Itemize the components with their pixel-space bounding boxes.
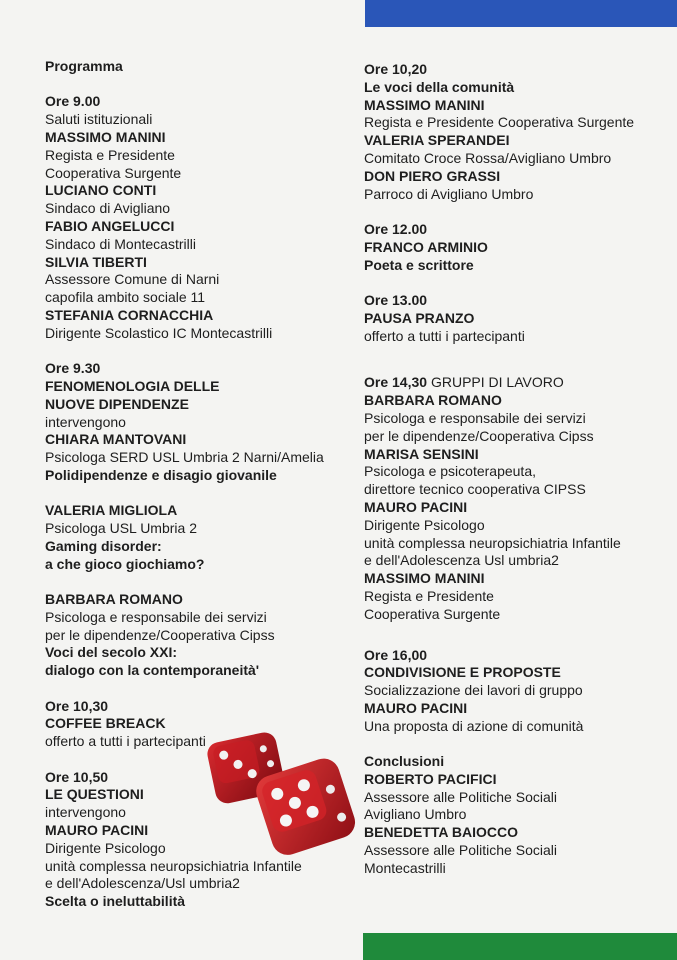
speaker-role: Cooperativa Surgente — [45, 164, 182, 181]
talk-title: dialogo con la contemporaneità' — [45, 662, 260, 679]
session-time: Ore 10,20 — [364, 61, 428, 77]
session-time: Ore 16,00 — [364, 646, 428, 663]
top-color-bar — [365, 0, 677, 27]
talk-title: a che gioco giochiamo? — [45, 555, 205, 572]
speaker-role: Dirigente Scolastico IC Montecastrilli — [45, 324, 273, 341]
speaker-role: Psicologa USL Umbria 2 — [45, 520, 197, 537]
speaker-name: VALERIA MIGLIOLA — [45, 502, 178, 519]
session-intro: intervengono — [45, 413, 126, 430]
speaker-role: Assessore alle Politiche Sociali — [364, 788, 557, 805]
session-conclusioni — [364, 753, 669, 878]
bottom-color-bar — [363, 933, 677, 960]
speaker-role: Dirigente Psicologo — [364, 516, 485, 533]
speaker-role: Avigliano Umbro — [364, 806, 467, 823]
speaker-name: MAURO PACINI — [364, 498, 468, 515]
speaker-role: Psicologa SERD USL Umbria 2 Narni/Amelia — [45, 449, 324, 466]
speaker-name: FABIO ANGELUCCI — [45, 217, 175, 234]
session-title: NUOVE DIPENDENZE — [45, 395, 189, 412]
speaker-name: MAURO PACINI — [45, 822, 149, 839]
speaker-role: Una proposta di azione di comunità — [364, 717, 584, 734]
speaker-role: Psicologa e responsabile dei servizi — [364, 409, 586, 426]
speaker-name: MASSIMO MANINI — [364, 96, 485, 113]
speaker-role: Regista e Presidente — [364, 587, 494, 604]
speaker-role: Montecastrilli — [364, 859, 446, 876]
speaker-name: VALERIA SPERANDEI — [364, 132, 510, 149]
session-title: LE QUESTIONI — [45, 786, 144, 803]
speaker-role: Poeta e scrittore — [364, 256, 474, 273]
session-time: Ore 12.00 — [364, 220, 428, 237]
talk-title: Polidipendenze e disagio giovanile — [45, 466, 277, 483]
session-title: FENOMENOLOGIA DELLE — [45, 377, 220, 394]
speaker-name: ROBERTO PACIFICI — [364, 770, 497, 787]
speaker-role: Psicologa e psicoterapeuta, — [364, 463, 536, 480]
session-intro: Saluti istituzionali — [45, 111, 153, 128]
speaker-role: Comitato Croce Rossa/Avigliano Umbro — [364, 149, 612, 166]
speaker-role: capofila ambito sociale 11 — [45, 289, 206, 306]
session-title: CONDIVISIONE E PROPOSTE — [364, 664, 561, 681]
session-time: Ore 9.30 — [45, 360, 101, 377]
speaker-role: unità complessa neuropsichiatria Infantile — [45, 857, 302, 874]
session-16-00 — [364, 647, 669, 736]
speaker-role: Assessore alle Politiche Sociali — [364, 842, 557, 859]
speaker-name: MASSIMO MANINI — [45, 128, 166, 145]
speaker-name: SILVIA TIBERTI — [45, 253, 147, 270]
speaker-name: MAURO PACINI — [364, 699, 468, 716]
session-title: GRUPPI DI LAVORO — [430, 374, 564, 391]
speaker-role: Assessore Comune di Narni — [45, 271, 220, 288]
speaker-name: MASSIMO MANINI — [364, 570, 485, 587]
talk-title: Gaming disorder: — [45, 537, 162, 554]
speaker-name: BARBARA ROMANO — [364, 392, 502, 409]
speaker-role: per le dipendenze/Cooperativa Cipss — [45, 626, 275, 643]
speaker-name: FRANCO ARMINIO — [364, 238, 488, 255]
speaker-role: Parroco di Avigliano Umbro — [364, 185, 534, 202]
speaker-name: STEFANIA CORNACCHIA — [45, 306, 214, 323]
session-subtitle: Socializzazione dei lavori di gruppo — [364, 682, 583, 699]
session-9-30 — [45, 360, 355, 680]
session-title: Le voci della comunità — [364, 78, 515, 95]
speaker-name: BARBARA ROMANO — [45, 591, 183, 608]
session-9-00 — [45, 93, 355, 342]
session-10-20 — [364, 61, 669, 203]
speaker-role: e dell'Adolescenza Usl umbria2 — [364, 552, 559, 569]
speaker-role: Dirigente Psicologo — [45, 839, 166, 856]
session-time: Ore 9.00 — [45, 93, 101, 110]
speaker-role: Sindaco di Avigliano — [45, 200, 171, 217]
dice-icon — [205, 728, 365, 856]
session-title: PAUSA PRANZO — [364, 309, 475, 326]
speaker-name: MARISA SENSINI — [364, 445, 479, 462]
speaker-role: Cooperativa Surgente — [364, 605, 501, 622]
speaker-role: direttore tecnico cooperativa CIPSS — [364, 481, 586, 498]
speaker-name: DON PIERO GRASSI — [364, 167, 501, 184]
program-right-column — [364, 61, 669, 878]
session-time: Ore 14,30 — [364, 374, 428, 391]
speaker-role: Regista e Presidente Cooperativa Surgente — [364, 114, 635, 131]
speaker-role: Sindaco di Montecastrilli — [45, 235, 196, 252]
session-title: COFFEE BREACK — [45, 715, 166, 732]
session-12-00 — [364, 221, 669, 274]
speaker-role: unità complessa neuropsichiatria Infantile — [364, 534, 621, 551]
speaker-role: Regista e Presidente — [45, 146, 175, 163]
session-time: Ore 13.00 — [364, 291, 428, 308]
speaker-name: BENEDETTA BAIOCCO — [364, 824, 518, 841]
speaker-name: LUCIANO CONTI — [45, 182, 157, 199]
program-heading: Programma — [45, 58, 123, 74]
speaker-role: e dell'Adolescenza/Usl umbria2 — [45, 875, 240, 892]
session-title: Conclusioni — [364, 753, 445, 770]
session-subtitle: offerto a tutti i partecipanti — [364, 327, 525, 344]
speaker-role: Psicologa e responsabile dei servizi — [45, 608, 267, 625]
talk-title: Scelta o ineluttabilità — [45, 893, 186, 910]
session-time: Ore 10,30 — [45, 697, 109, 714]
speaker-role: per le dipendenze/Cooperativa Cipss — [364, 427, 594, 444]
session-intro: intervengono — [45, 804, 126, 821]
talk-title: Voci del secolo XXI: — [45, 644, 178, 661]
session-14-30 — [364, 374, 669, 623]
session-13-00 — [364, 292, 669, 345]
session-time: Ore 10,50 — [45, 768, 109, 785]
speaker-name: CHIARA MANTOVANI — [45, 431, 187, 448]
session-subtitle: offerto a tutti i partecipanti — [45, 733, 206, 750]
